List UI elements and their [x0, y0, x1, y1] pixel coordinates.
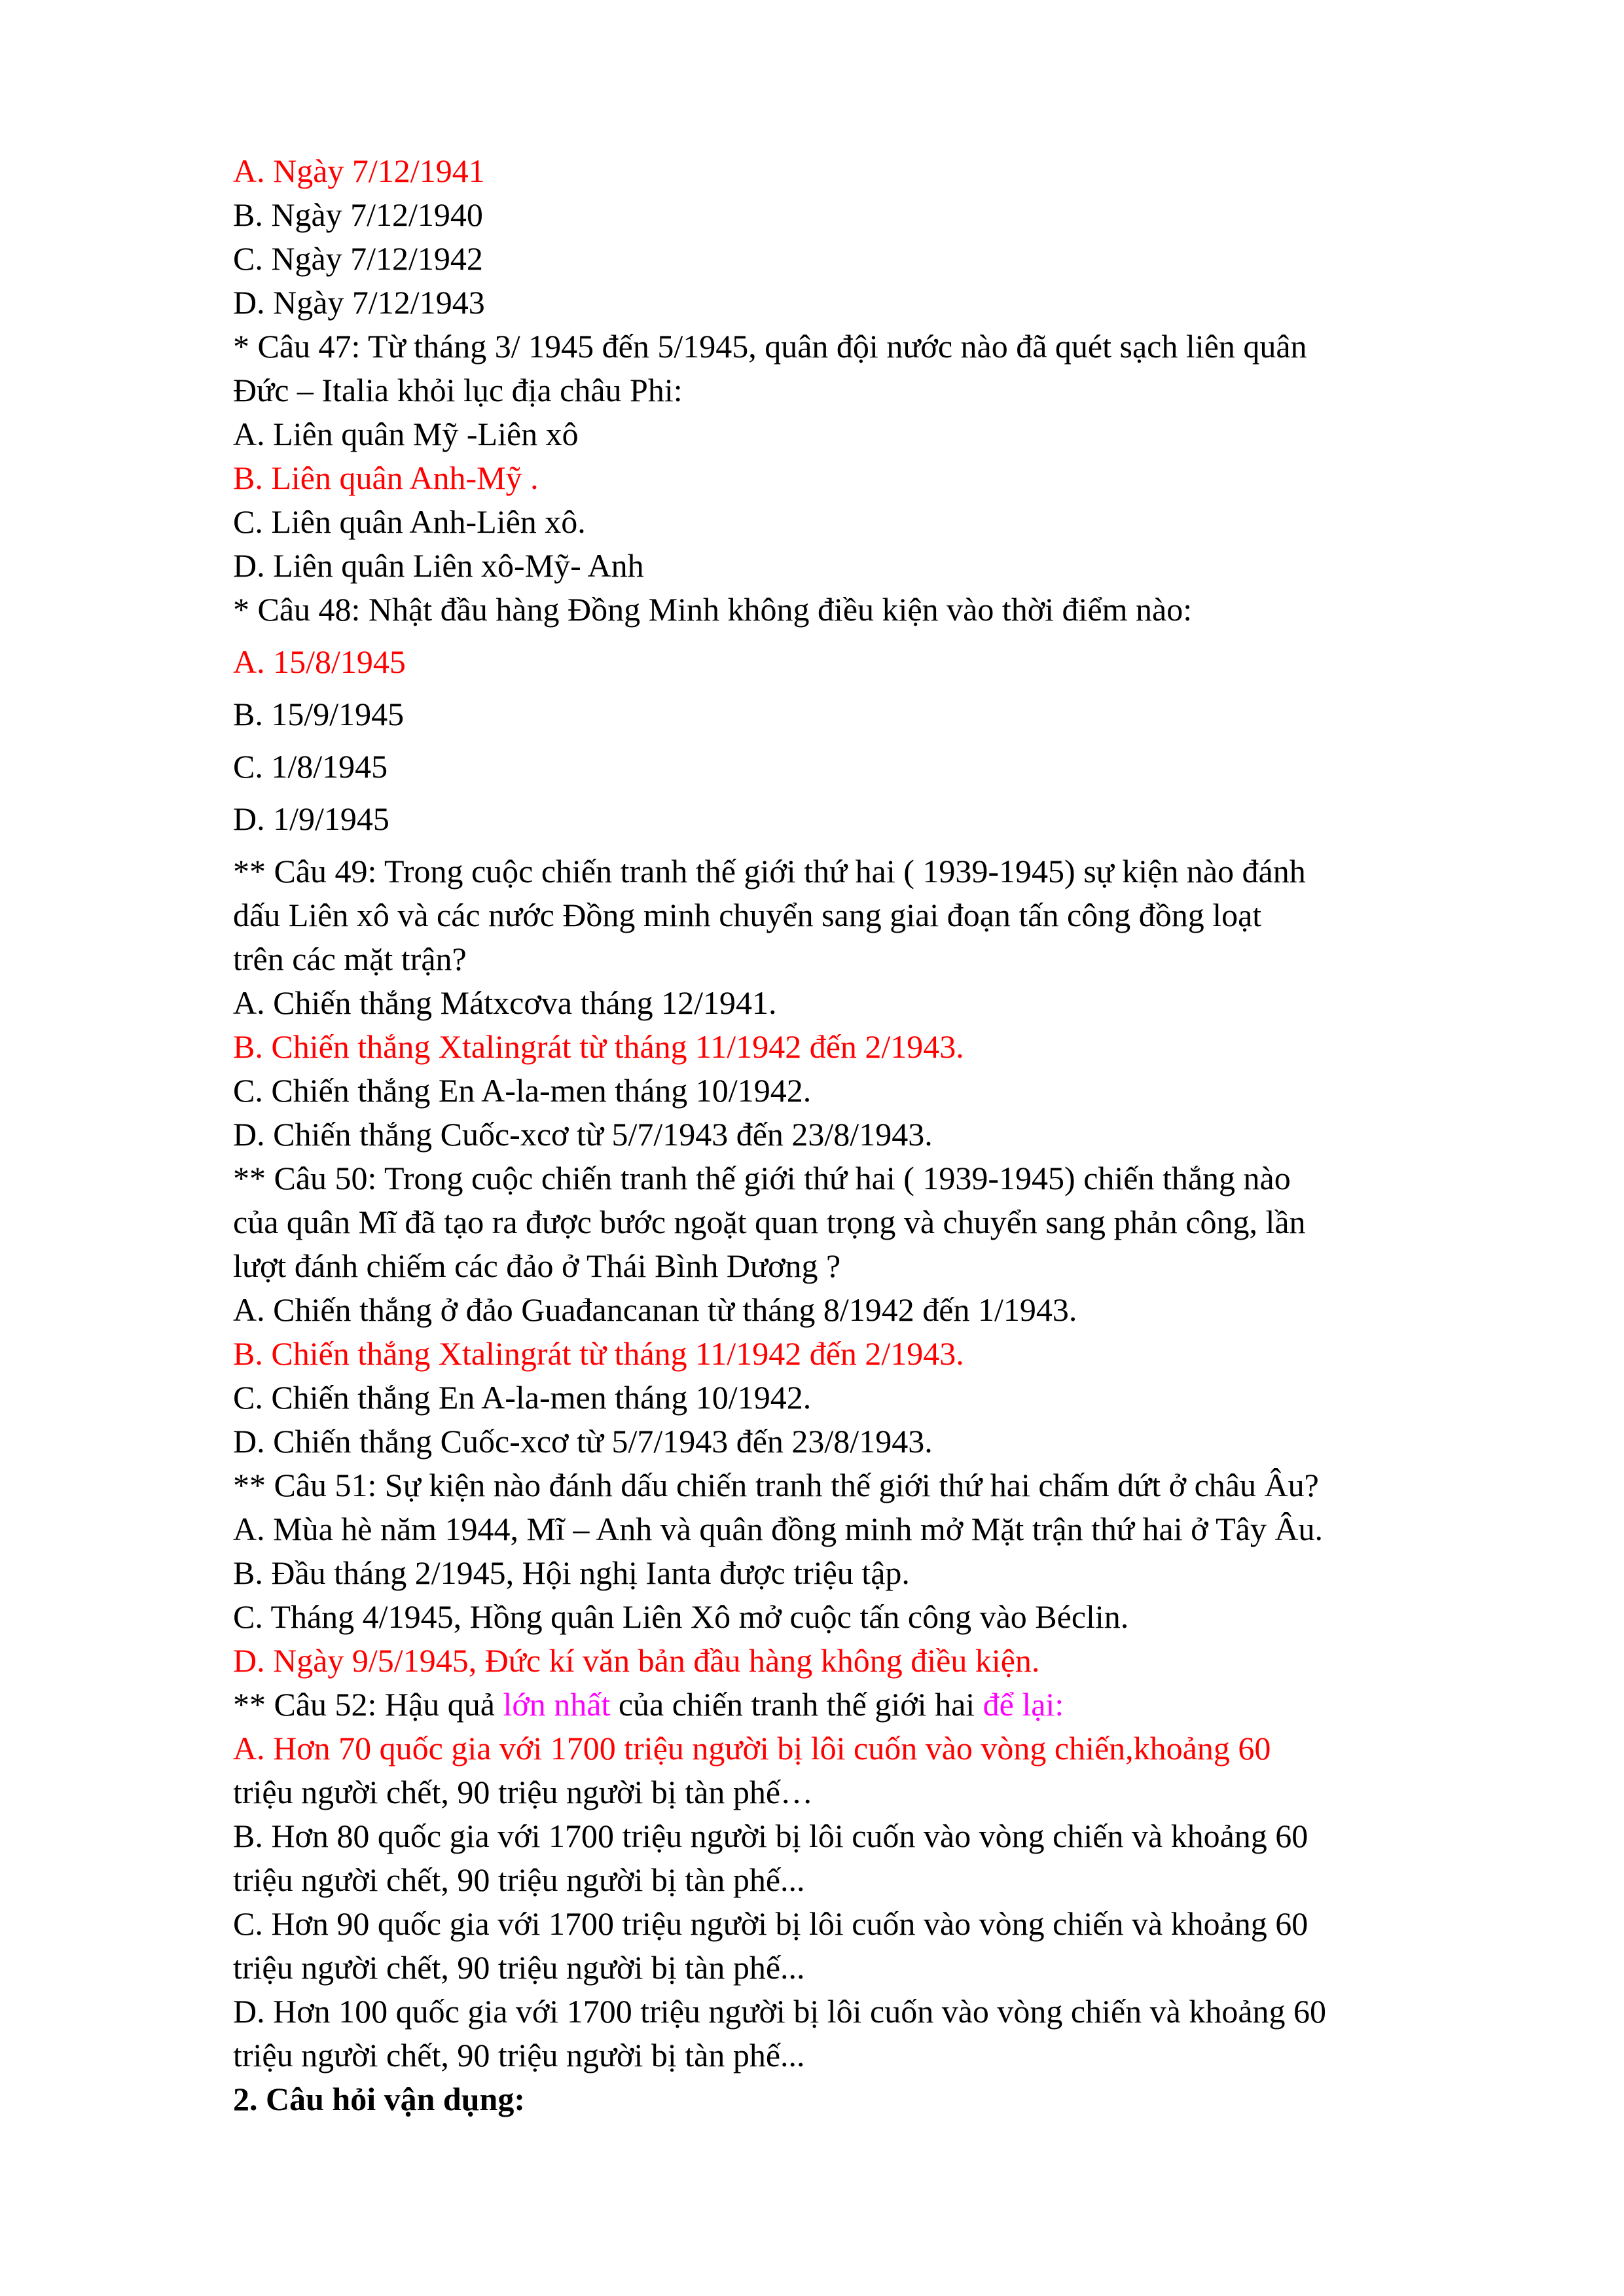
- q49-question-line3: trên các mặt trận?: [233, 941, 467, 977]
- q47-question-line1: * Câu 47: Từ tháng 3/ 1945 đến 5/1945, quân đội nước nào đã quét sạch liên quân: [233, 328, 1307, 365]
- q51-option-a: A. Mùa hè năm 1944, Mĩ – Anh và quân đồng minh mở Mặt trận thứ hai ở Tây Âu.: [233, 1511, 1323, 1547]
- q52-option-a-line2: triệu người chết, 90 triệu người bị tàn phế…: [233, 1774, 814, 1810]
- q52-question: [233, 1683, 1542, 1727]
- q51-option-d: D. Ngày 9/5/1945, Đức kí văn bản đầu hàng không điều kiện.: [233, 1642, 1040, 1679]
- q52-option-a-line1: A. Hơn 70 quốc gia với 1700 triệu người bị lôi cuốn vào vòng chiến,khoảng 60: [233, 1730, 1271, 1767]
- q52-option-d-line1: D. Hơn 100 quốc gia với 1700 triệu người bị lôi cuốn vào vòng chiến và khoảng 60: [233, 1993, 1327, 2030]
- q50-option-b: B. Chiến thắng Xtalingrát từ tháng 11/1942 đến 2/1943.: [233, 1335, 964, 1372]
- q52-option-d-line2: triệu người chết, 90 triệu người bị tàn phế...: [233, 2037, 805, 2073]
- q47-option-b: B. Liên quân Anh-Mỹ .: [233, 459, 539, 496]
- q50-option-c: C. Chiến thắng En A-la-men tháng 10/1942.: [233, 1379, 812, 1416]
- q49-option-a: A. Chiến thắng Mátxcơva tháng 12/1941.: [233, 984, 777, 1021]
- q51-option-c: C. Tháng 4/1945, Hồng quân Liên Xô mở cuộc tấn công vào Béclin.: [233, 1598, 1129, 1635]
- q52-option-c-line1: C. Hơn 90 quốc gia với 1700 triệu người bị lôi cuốn vào vòng chiến và khoảng 60: [233, 1905, 1308, 1942]
- q48-option-d: D. 1/9/1945: [233, 800, 389, 837]
- q52-option-b-line2: triệu người chết, 90 triệu người bị tàn phế...: [233, 1861, 805, 1898]
- q47-question-line2: Đức – Italia khỏi lục địa châu Phi:: [233, 372, 683, 408]
- q47-option-d: D. Liên quân Liên xô-Mỹ- Anh: [233, 547, 644, 584]
- q52-question-prefix: ** Câu 52: Hậu quả: [233, 1686, 503, 1723]
- q51-question: ** Câu 51: Sự kiện nào đánh dấu chiến tranh thế giới thứ hai chấm dứt ở châu Âu?: [233, 1467, 1319, 1503]
- q46-option-a: A. Ngày 7/12/1941: [233, 152, 485, 189]
- q50-option-d: D. Chiến thắng Cuốc-xcơ từ 5/7/1943 đến 23/8/1943.: [233, 1423, 933, 1460]
- q49-question-line1: ** Câu 49: Trong cuộc chiến tranh thế giới thứ hai ( 1939-1945) sự kiện nào đánh: [233, 853, 1306, 889]
- q52-highlight-largest: lớn nhất: [503, 1686, 611, 1723]
- q48-option-b: B. 15/9/1945: [233, 696, 405, 732]
- q49-option-b: B. Chiến thắng Xtalingrát từ tháng 11/1942 đến 2/1943.: [233, 1028, 964, 1065]
- q50-question-line3: lượt đánh chiếm các đảo ở Thái Bình Dương ?: [233, 1247, 841, 1284]
- document-page: [233, 149, 1542, 2121]
- q48-option-c: C. 1/8/1945: [233, 748, 388, 785]
- q52-question-middle: của chiến tranh thế giới hai: [610, 1686, 983, 1723]
- q48-option-a: A. 15/8/1945: [233, 643, 406, 680]
- q50-question-line2: của quân Mĩ đã tạo ra được bước ngoặt quan trọng và chuyển sang phản công, lần: [233, 1204, 1306, 1240]
- q52-highlight-left: để lại:: [983, 1686, 1064, 1723]
- q50-option-a: A. Chiến thắng ở đảo Guađancanan từ tháng 8/1942 đến 1/1943.: [233, 1291, 1077, 1328]
- q50-question-line1: ** Câu 50: Trong cuộc chiến tranh thế giới thứ hai ( 1939-1945) chiến thắng nào: [233, 1160, 1291, 1196]
- q46-option-b: B. Ngày 7/12/1940: [233, 196, 483, 233]
- q46-option-d: D. Ngày 7/12/1943: [233, 284, 485, 321]
- q52-option-c-line2: triệu người chết, 90 triệu người bị tàn phế...: [233, 1949, 805, 1986]
- q52-option-b-line1: B. Hơn 80 quốc gia với 1700 triệu người bị lôi cuốn vào vòng chiến và khoảng 60: [233, 1818, 1308, 1854]
- q49-option-c: C. Chiến thắng En A-la-men tháng 10/1942.: [233, 1072, 812, 1109]
- q48-question: * Câu 48: Nhật đầu hàng Đồng Minh không điều kiện vào thời điểm nào:: [233, 591, 1193, 628]
- q46-option-c: C. Ngày 7/12/1942: [233, 240, 483, 277]
- q49-option-d: D. Chiến thắng Cuốc-xcơ từ 5/7/1943 đến 23/8/1943.: [233, 1116, 933, 1153]
- q47-option-c: C. Liên quân Anh-Liên xô.: [233, 503, 586, 540]
- q47-option-a: A. Liên quân Mỹ -Liên xô: [233, 416, 579, 452]
- q51-option-b: B. Đầu tháng 2/1945, Hội nghị Ianta được triệu tập.: [233, 1554, 910, 1591]
- section-heading: 2. Câu hỏi vận dụng:: [233, 2081, 525, 2117]
- q49-question-line2: dấu Liên xô và các nước Đồng minh chuyển sang giai đoạn tấn công đồng loạt: [233, 897, 1262, 933]
